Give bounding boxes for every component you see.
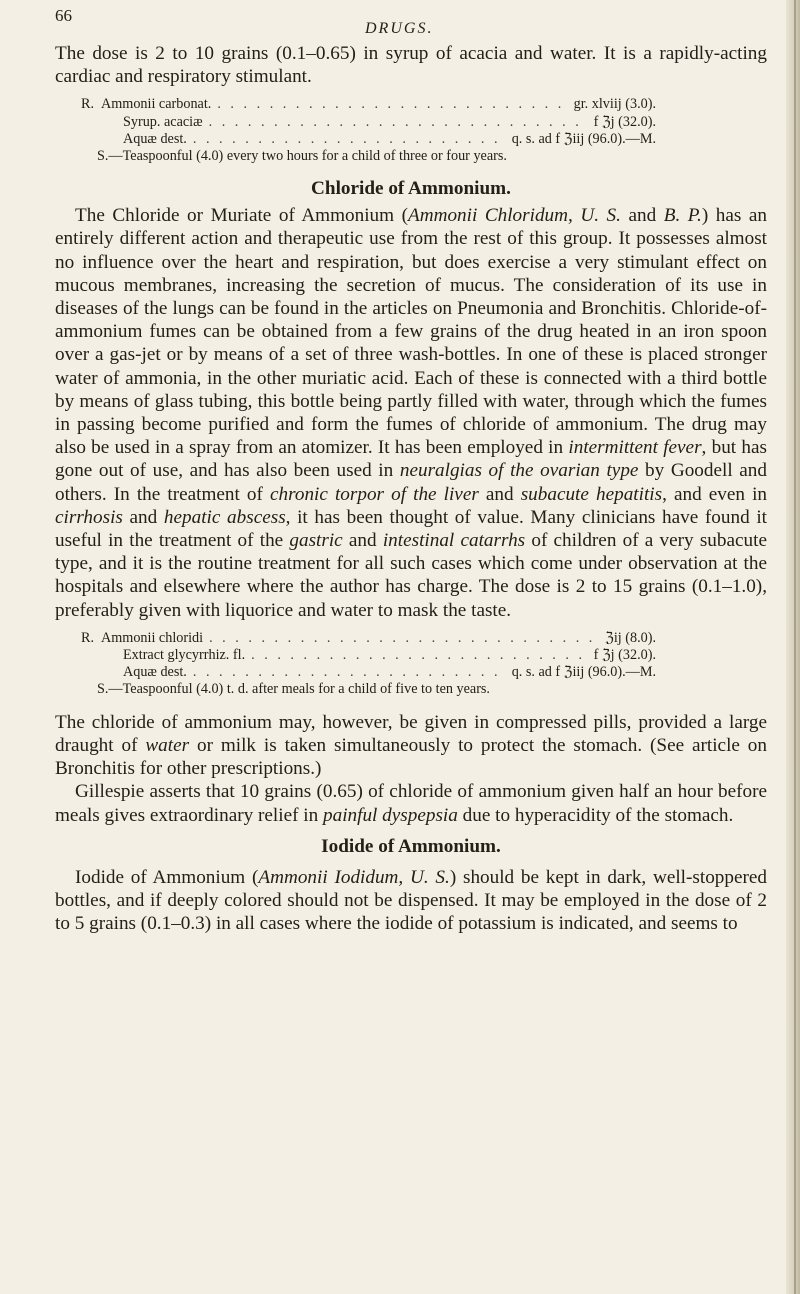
section-title-chloride: Chloride of Ammonium. (311, 178, 511, 200)
recipe-symbol: R. (81, 96, 95, 113)
leader-dots (193, 131, 506, 148)
rx-ingredient: Aquæ dest. (123, 130, 187, 147)
leader-dots (193, 664, 506, 681)
rx-line (81, 647, 656, 664)
rx-line (81, 131, 656, 148)
prescription-chloride (81, 630, 656, 682)
rx-line (81, 664, 656, 681)
iodide-paragraph-1: Iodide of Ammonium (Ammonii Iodidum, U. S.) should be kept in dark, well-stoppered bottles, and if deeply colored should not be dispensed. It may be employed in the dose of 2 to 5 grains (0.1–0.3) in all cases where the iodide of potassium is indicated, and seems to (55, 866, 768, 935)
rx-signa: S.—Teaspoonful (4.0) t. d. after meals for a child of five to ten years. (97, 681, 490, 698)
running-head: DRUGS. (365, 20, 434, 37)
prescription-carbonate (81, 96, 656, 148)
section-title-iodide: Iodide of Ammonium. (321, 835, 501, 857)
page-content (55, 6, 767, 935)
rx-line (81, 114, 656, 131)
page-edge (786, 0, 800, 1294)
rx-ingredient: Extract glycyrrhiz. fl. (123, 647, 246, 664)
rx-quantity: q. s. ad f ℨiij (96.0).—M. (511, 130, 656, 147)
rx-quantity: gr. xlviij (3.0). (573, 96, 656, 113)
rx-quantity: q. s. ad f ℨiij (96.0).—M. (511, 664, 656, 681)
chloride-paragraph-1: The Chloride or Muriate of Ammonium (Ammonii Chloridum, U. S. and B. P.) has an entirely different action and therapeutic use from the rest of this group. It possesses almost no influence over the heart and respiration, but does exercise a very stimulant effect on mucous membranes, increasing the secretion of mucus. The consideration of its use in diseases of the lungs can be found in the articles on Pneumonia and Bronchitis. Chloride-of-ammonium fumes can be obtained from a few grains of the drug heated in an iron spoon over a gas-jet or by means of a set of three wash-bottles. In one of these is placed stronger water of ammonia, in the other muriatic acid. Each of these is connected with a third bottle by means of glass tubing, this bottle being partly filled with water, through which the fumes in passing become purified and form the fumes of chloride of ammonium. The drug may also be used in a spray from an atomizer. It has been employed in intermittent fever, but has gone out of use, and has also been used in neuralgias of the ovarian type by Goodell and others. In the treatment of chronic torpor of the liver and subacute hepatitis, and even in cirrhosis and hepatic abscess, it has been thought of value. Many clinicians have found it useful in the treatment of the gastric and intestinal catarrhs of children of a very subacute type, and it is the routine treatment for all such cases which come under observation at the hospitals and elsewhere where the author has charge. The dose is 2 to 15 grains (0.1–1.0), preferably given with liquorice and water to mask the taste. (55, 205, 767, 621)
rx-ingredient: Aquæ dest. (123, 664, 187, 681)
leader-dots (251, 647, 588, 664)
rx-ingredient: Ammonii carbonat. (101, 96, 212, 113)
rx-quantity: ℨij (8.0). (605, 629, 656, 646)
rx-ingredient: Ammonii chloridi (101, 629, 204, 646)
page-number: 66 (55, 6, 72, 25)
leader-dots (209, 114, 588, 131)
rx-quantity: f ℨj (32.0). (593, 647, 656, 664)
rx-ingredient: Syrup. acaciæ (123, 113, 203, 130)
page-header (55, 6, 767, 42)
intro-paragraph: The dose is 2 to 10 grains (0.1–0.65) in syrup of acacia and water. It is a rapidly-acting cardiac and respiratory stimulant. (55, 43, 767, 88)
rx-quantity: f ℨj (32.0). (593, 113, 656, 130)
rx-signa: S.—Teaspoonful (4.0) every two hours for a child of three or four years. (97, 148, 507, 165)
recipe-symbol: R. (81, 629, 95, 646)
rx-line (81, 96, 656, 113)
chloride-paragraph-2: The chloride of ammonium may, however, be given in compressed pills, provided a large draught of water or milk is taken simultaneously to protect the stomach. (See article on Bronchitis for other prescriptions.) (55, 711, 767, 780)
chloride-paragraph-3: Gillespie asserts that 10 grains (0.65) of chloride of ammonium given half an hour before meals gives extraordinary relief in painful dyspepsia due to hyperacidity of the stomach. (55, 781, 767, 826)
rx-line (81, 630, 656, 647)
leader-dots (217, 96, 567, 113)
leader-dots (209, 630, 599, 647)
